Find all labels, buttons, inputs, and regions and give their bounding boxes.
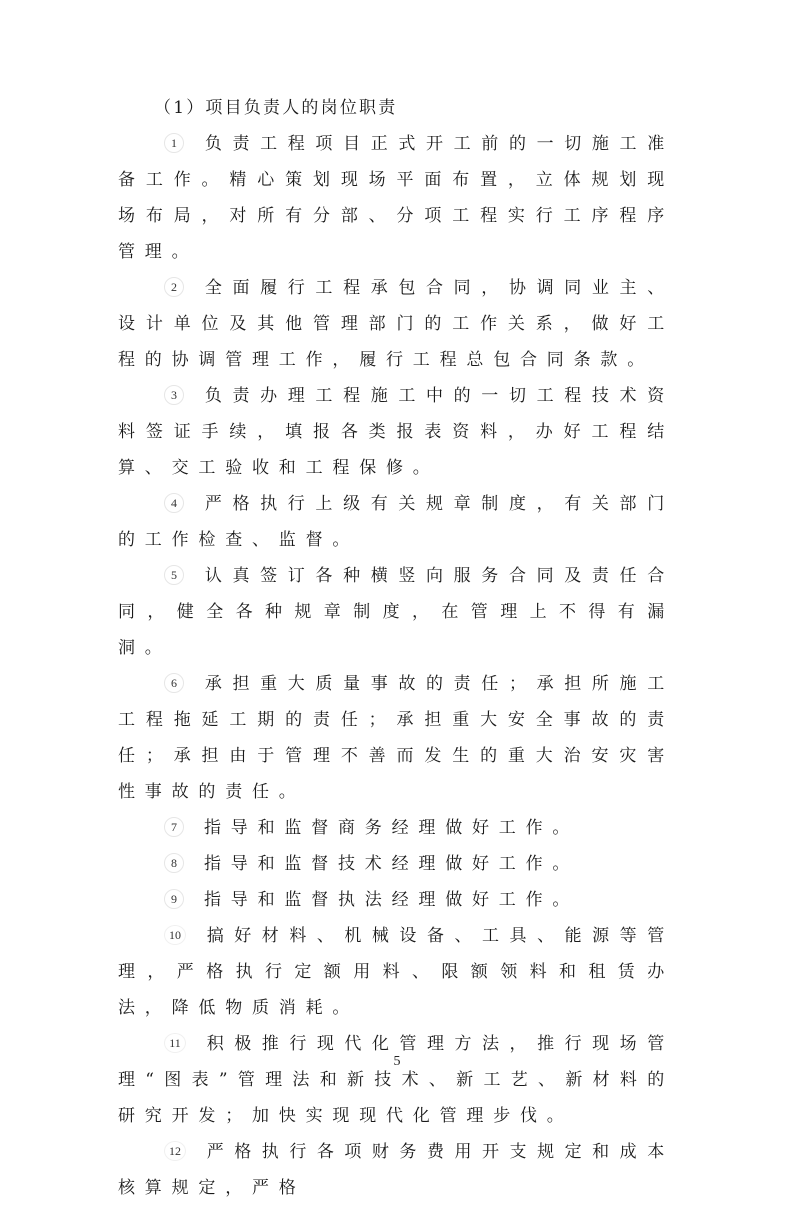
page-number: 5 bbox=[393, 1054, 401, 1069]
list-item bbox=[118, 846, 674, 882]
list-item bbox=[118, 882, 674, 918]
list-item bbox=[118, 126, 674, 270]
circled-number: 5 bbox=[164, 565, 184, 585]
item-text: 负责办理工程施工中的一切工程技术资料签证手续，填报各类报表资料，办好工程结算、交工验收和工程保修。 bbox=[118, 386, 674, 478]
item-text: 负责工程项目正式开工前的一切施工准备工作。精心策划现场平面布置，立体规划现场布局，对所有分部、分项工程实行工序程序管理。 bbox=[118, 134, 674, 262]
item-text: 严格执行上级有关规章制度，有关部门的工作检查、监督。 bbox=[118, 494, 674, 550]
list-item bbox=[118, 558, 674, 666]
item-text: 积极推行现代化管理方法，推行现场管理“图表”管理法和新技术、新工艺、新材料的研究开发；加快实现现代化管理步伐。 bbox=[118, 1034, 674, 1126]
circled-number: 8 bbox=[164, 853, 184, 873]
list-item bbox=[118, 666, 674, 810]
item-text: 指导和监督执法经理做好工作。 bbox=[204, 890, 580, 910]
circled-number: 1 bbox=[164, 133, 184, 153]
item-text: 严格执行各项财务费用开支规定和成本核算规定，严格 bbox=[118, 1142, 674, 1198]
item-text: 全面履行工程承包合同，协调同业主、设计单位及其他管理部门的工作关系，做好工程的协调管理工作，履行工程总包合同条款。 bbox=[118, 278, 674, 370]
item-text: 承担重大质量事故的责任；承担所施工工程拖延工期的责任；承担重大安全事故的责任；承担由于管理不善而发生的重大治安灾害性事故的责任。 bbox=[118, 674, 674, 802]
item-text: 指导和监督技术经理做好工作。 bbox=[204, 854, 580, 874]
list-item bbox=[118, 486, 674, 558]
item-text: 指导和监督商务经理做好工作。 bbox=[204, 818, 580, 838]
section-heading: （1）项目负责人的岗位职责 bbox=[154, 98, 398, 118]
circled-number: 7 bbox=[164, 817, 184, 837]
list-item bbox=[118, 378, 674, 486]
list-item bbox=[118, 810, 674, 846]
list-item bbox=[118, 1026, 674, 1134]
circled-number: 12 bbox=[164, 1141, 186, 1161]
list-item bbox=[118, 1134, 674, 1206]
item-text: 认真签订各种横竖向服务合同及责任合同，健全各种规章制度，在管理上不得有漏洞。 bbox=[118, 566, 674, 658]
circled-number: 2 bbox=[164, 277, 184, 297]
circled-number: 10 bbox=[164, 925, 186, 945]
circled-number: 9 bbox=[164, 889, 184, 909]
circled-number: 4 bbox=[164, 493, 184, 513]
list-item bbox=[118, 918, 674, 1026]
document-page bbox=[118, 90, 674, 1206]
circled-number: 3 bbox=[164, 385, 184, 405]
item-text: 搞好材料、机械设备、工具、能源等管理，严格执行定额用料、限额领料和租赁办法，降低物质消耗。 bbox=[118, 926, 674, 1018]
circled-number: 6 bbox=[164, 673, 184, 693]
circled-number: 11 bbox=[164, 1033, 186, 1053]
list-item bbox=[118, 270, 674, 378]
